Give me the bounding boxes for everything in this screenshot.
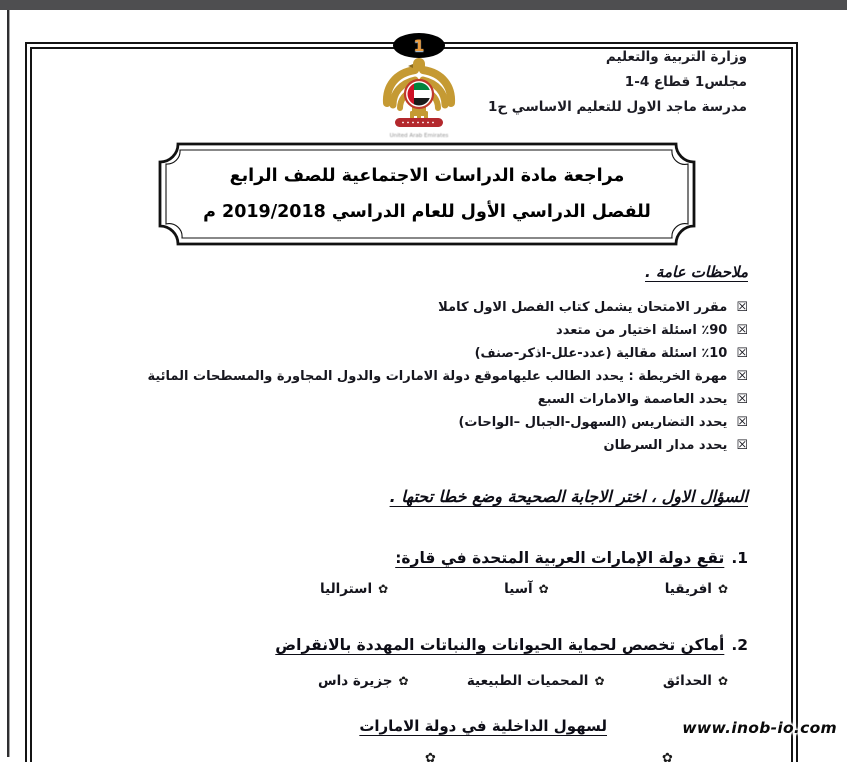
question-1-title (395, 549, 748, 567)
flower-bullet-icon: ✿ (398, 674, 409, 688)
header-school: مدرسة ماجد الاول للتعليم الاساسي ح1 (487, 99, 747, 115)
checkbox-checked-icon: ☒ (736, 415, 748, 430)
note-text: مهرة الخريطة : يحدد الطالب عليهاموقع دولة الامارات والدول المجاورة والمسطحات المائية (147, 369, 728, 384)
question-2-title (275, 636, 748, 654)
option-label: جزيرة داس (318, 673, 393, 689)
page-edge-line (7, 10, 9, 757)
flower-bullet-icon: ✿ (425, 751, 436, 766)
question-3-partial-text: لسهول الداخلية في دولة الامارات (359, 717, 607, 735)
flower-bullet-icon: ✿ (717, 582, 728, 596)
note-item (147, 342, 748, 365)
note-item (147, 296, 748, 319)
option-choice[interactable] (320, 581, 388, 597)
question-1-text: تقع دولة الإمارات العربية المتحدة في قارة: (395, 549, 725, 567)
flower-bullet-icon: ✿ (538, 582, 549, 596)
flower-bullet-icon: ✿ (662, 751, 673, 766)
notes-list (147, 296, 748, 457)
note-item (147, 388, 748, 411)
option-choice[interactable] (467, 673, 605, 689)
uae-emblem (379, 56, 459, 139)
title-plaque (158, 142, 696, 246)
option-choice[interactable] (504, 581, 549, 597)
note-item (147, 411, 748, 434)
checkbox-checked-icon: ☒ (736, 392, 748, 407)
notes-heading: ملاحظات عامة . (645, 263, 748, 281)
emblem-caption: United Arab Emirates (389, 133, 449, 139)
flower-bullet-icon: ✿ (378, 582, 389, 596)
question-2-number: 2. (731, 636, 748, 654)
note-text: يحدد التضاريس (السهول-الجبال –الواحات) (458, 415, 728, 430)
note-text: مقرر الامتحان يشمل كتاب الفصل الاول كاملا (438, 300, 728, 315)
question-1-options (320, 581, 728, 597)
checkbox-checked-icon: ☒ (736, 369, 748, 384)
page-number-badge (393, 33, 445, 58)
document-title (158, 142, 696, 246)
option-label: استراليا (320, 581, 373, 597)
question-section-heading: السؤال الاول ، اختر الاجابة الصحيحة وضع خطا تحتها . (389, 487, 748, 506)
window-top-bar (0, 0, 847, 10)
note-item (147, 319, 748, 342)
note-text: ٪10 اسئلة مقالية (عدد-علل-اذكر-صنف) (474, 346, 728, 361)
title-line-1: مراجعة مادة الدراسات الاجتماعية للصف الرابع (229, 166, 625, 186)
title-line-2: للفصل الدراسي الأول للعام الدراسي 2019/2018 م (203, 202, 651, 222)
note-text: ٪90 اسئلة اختيار من متعدد (556, 323, 728, 338)
checkbox-checked-icon: ☒ (736, 323, 748, 338)
option-label: افريقيا (664, 581, 712, 597)
uae-falcon-emblem-icon (379, 56, 459, 128)
checkbox-checked-icon: ☒ (736, 300, 748, 315)
note-text: يحدد العاصمة والامارات السبع (537, 392, 728, 407)
note-item (147, 434, 748, 457)
header-council: مجلس1 قطاع 4-1 (624, 74, 747, 90)
option-choice[interactable] (663, 673, 728, 689)
flower-bullet-icon: ✿ (594, 674, 605, 688)
site-watermark: www.inob-io.com (682, 719, 837, 737)
option-choice[interactable] (665, 581, 728, 597)
option-label: المحميات الطبيعية (466, 673, 589, 689)
option-label: الحدائق (662, 673, 712, 689)
flower-bullet-icon: ✿ (717, 674, 728, 688)
option-choice[interactable] (318, 673, 409, 689)
question-1-number: 1. (731, 549, 748, 567)
document-header (488, 45, 747, 120)
checkbox-checked-icon: ☒ (736, 346, 748, 361)
question-2-text: أماكن تخصص لحماية الحيوانات والنباتات المهددة بالانقراض (275, 636, 725, 654)
option-label: آسيا (504, 581, 533, 597)
checkbox-checked-icon: ☒ (736, 438, 748, 453)
note-item (147, 365, 748, 388)
header-ministry: وزارة التربية والتعليم (605, 49, 747, 65)
question-2-options (318, 673, 728, 689)
note-text: يحدد مدار السرطان (603, 438, 728, 453)
page-number: 1 (413, 36, 425, 55)
